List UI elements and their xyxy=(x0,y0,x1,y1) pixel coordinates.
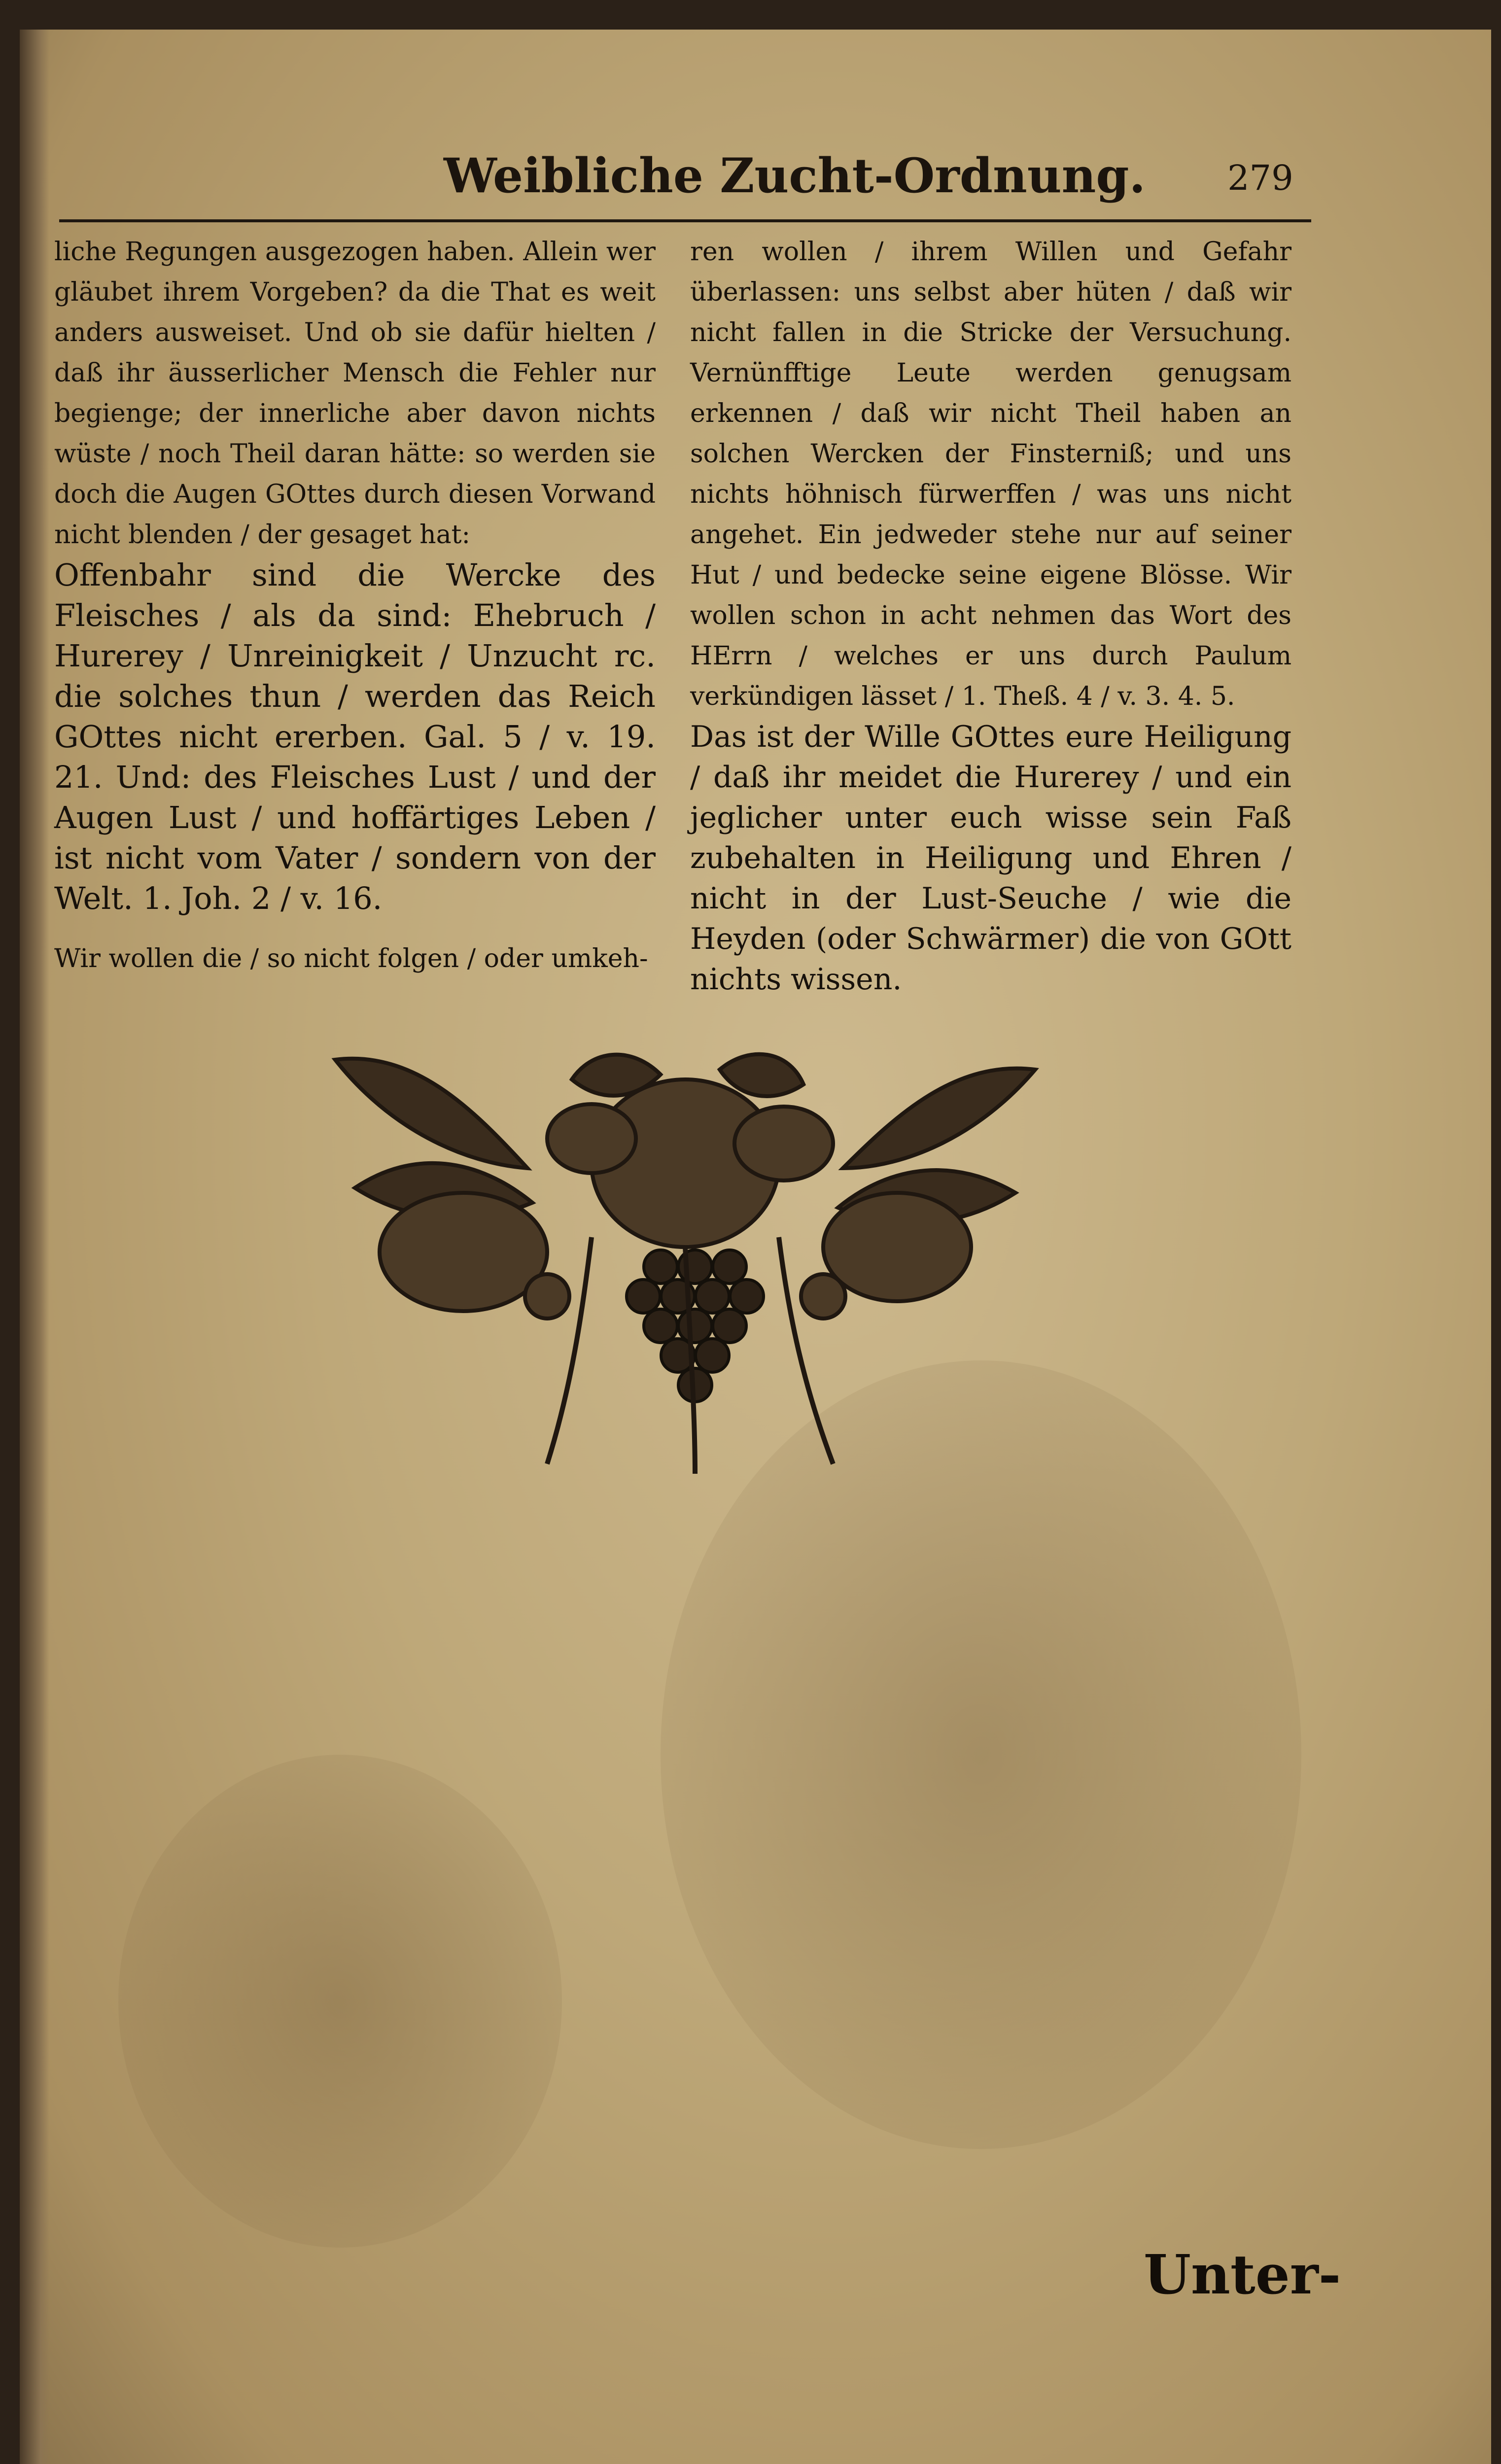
fruit-garland-woodcut-icon xyxy=(315,1040,1055,1484)
right-scripture-quote: Das ist der Wille GOttes eure Heiligung / daß ihr meidet die Hurerey / und ein jeglicher unter euch wisse sein Faß zubehalten in Heiligung und Ehren / nicht in der Lust-Seuche / wie die Heyden (oder Schwärmer) die von GOtt nichts wissen. xyxy=(690,720,1292,997)
left-column xyxy=(54,232,656,979)
book-page xyxy=(20,30,1491,2464)
left-paragraph-continued: Wir wollen die / so nicht folgen / oder umkeh- xyxy=(54,944,648,973)
left-scripture-quote: Offenbahr sind die Wercke des Fleisches / als da sind: Ehebruch / Hurerey / Unreinigkeit / Unzucht rc. die solches thun / werden das Reich GOttes nicht ererben. Gal. 5 / v. 19. 21. Und: des Fleisches Lust / und der Augen Lust / und hoffärtiges Leben / ist nicht vom Vater / sondern von der Welt. 1. Joh. 2 / v. 16. xyxy=(54,557,656,916)
catchword: Unter- xyxy=(1144,2243,1341,2306)
binding-gutter xyxy=(20,30,49,2464)
right-column xyxy=(690,232,1292,1000)
header-rule xyxy=(59,219,1311,222)
page-number: 279 xyxy=(1227,158,1293,198)
left-paragraph: liche Regungen ausgezogen haben. Allein wer gläubet ihrem Vorgeben? da die That es weit anders ausweiset. Und ob sie dafür hielten / daß ihr äusserlicher Mensch die Fehler nur begienge; der innerliche aber davon nichts wüste / noch Theil daran hätte: so werden sie doch die Augen GOttes durch diesen Vorwand nicht blenden / der gesaget hat: xyxy=(54,237,656,550)
water-stain xyxy=(118,1755,562,2248)
garland-grapes xyxy=(627,1250,764,1402)
running-head xyxy=(20,148,1491,217)
right-paragraph: ren wollen / ihrem Willen und Gefahr überlassen: uns selbst aber hüten / daß wir nicht fallen in die Stricke der Versuchung. Vernünfftige Leute werden genugsam erkennen / daß wir nicht Theil haben an solchen Wercken der Finsterniß; und uns nichts höhnisch fürwerffen / was uns nicht angehet. Ein jedweder stehe nur auf seiner Hut / und bedecke seine eigene Blösse. Wir wollen schon in acht nehmen das Wort des HErrn / welches er uns durch Paulum verkündigen lässet / 1. Theß. 4 / v. 3. 4. 5. xyxy=(690,237,1292,711)
running-title: Weibliche Zucht-Ordnung. xyxy=(444,148,1146,204)
